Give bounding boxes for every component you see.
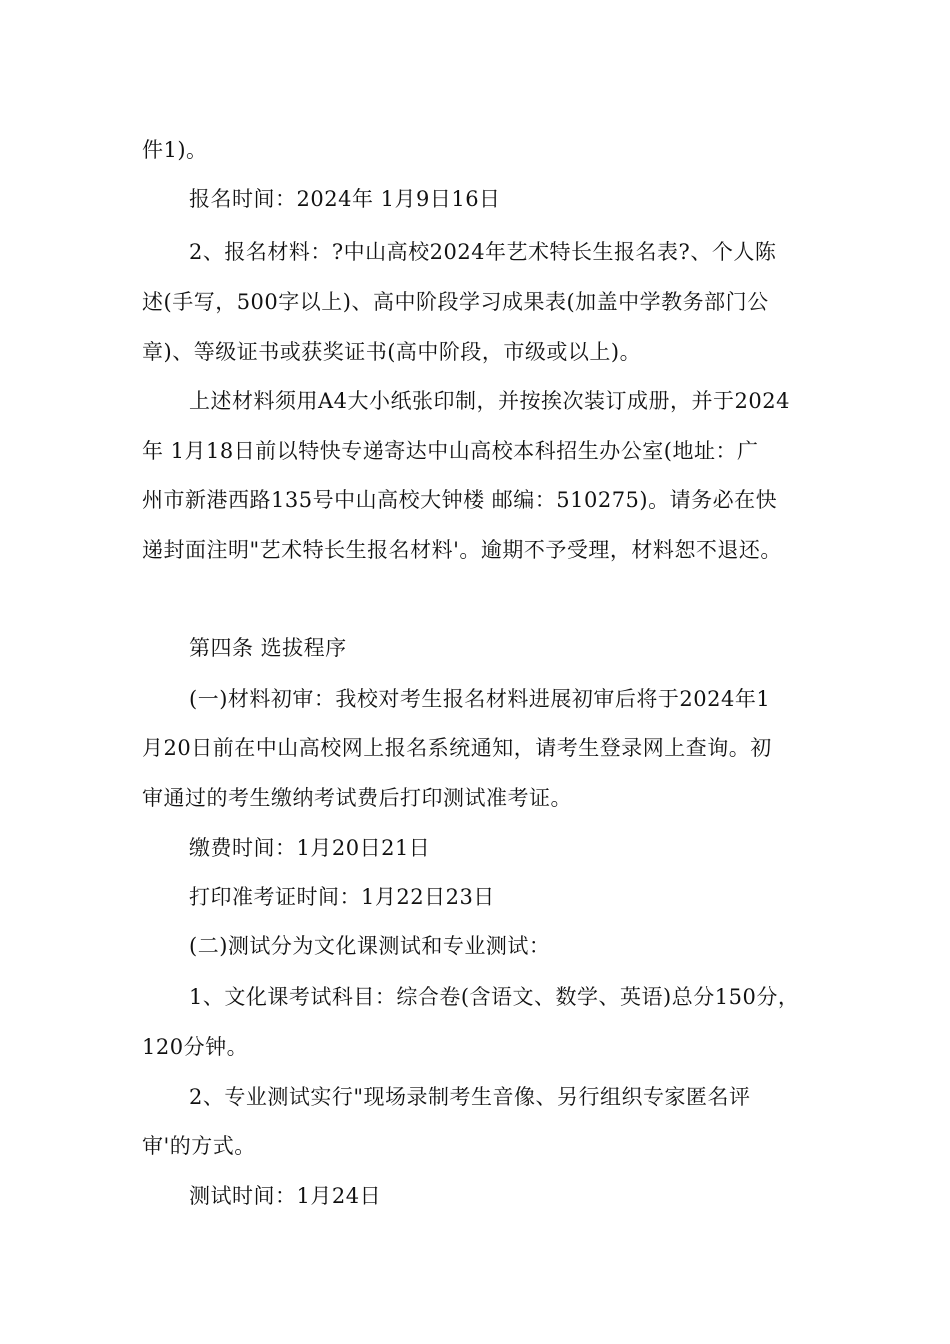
paragraph-line: 1、文化课考试科目：综合卷(含语文、数学、英语)总分150分， (189, 985, 800, 1009)
paragraph-line: 述(手写，500字以上)、高中阶段学习成果表(加盖中学教务部门公 (142, 290, 769, 314)
paragraph-line: 月20日前在中山高校网上报名系统通知，请考生登录网上查询。初 (142, 736, 772, 760)
payment-time-line: 缴费时间：1月20日21日 (189, 836, 431, 860)
paragraph-line: (二)测试分为文化课测试和专业测试： (189, 934, 551, 958)
admission-ticket-time-line: 打印准考证时间：1月22日23日 (189, 885, 495, 909)
paragraph-line: 120分钟。 (142, 1035, 249, 1059)
paragraph-line: 年 1月18日前以特快专递寄达中山高校本科招生办公室(地址：广 (142, 439, 759, 463)
paragraph-line: (一)材料初审：我校对考生报名材料进展初审后将于2024年1 (189, 687, 771, 711)
test-time-line: 测试时间：1月24日 (189, 1184, 382, 1208)
paragraph-line: 件1)。 (142, 138, 208, 162)
paragraph-line: 审通过的考生缴纳考试费后打印测试准考证。 (142, 786, 572, 810)
registration-time-line: 报名时间：2024年 1月9日16日 (189, 187, 501, 211)
paragraph-line: 上述材料须用A4大小纸张印制，并按挨次装订成册，并于2024 (189, 389, 790, 413)
paragraph-line: 审'的方式。 (142, 1134, 256, 1158)
paragraph-line: 2、报名材料：?中山高校2024年艺术特长生报名表?、个人陈 (189, 240, 777, 264)
paragraph-line: 章)、等级证书或获奖证书(高中阶段，市级或以上)。 (142, 340, 642, 364)
paragraph-line: 递封面注明"艺术特长生报名材料'。逾期不予受理，材料恕不退还。 (142, 538, 782, 562)
paragraph-line: 州市新港西路135号中山高校大钟楼 邮编：510275)。请务必在快 (142, 488, 778, 512)
paragraph-line: 2、专业测试实行"现场录制考生音像、另行组织专家匿名评 (189, 1085, 751, 1109)
section-heading: 第四条 选拔程序 (189, 636, 347, 660)
